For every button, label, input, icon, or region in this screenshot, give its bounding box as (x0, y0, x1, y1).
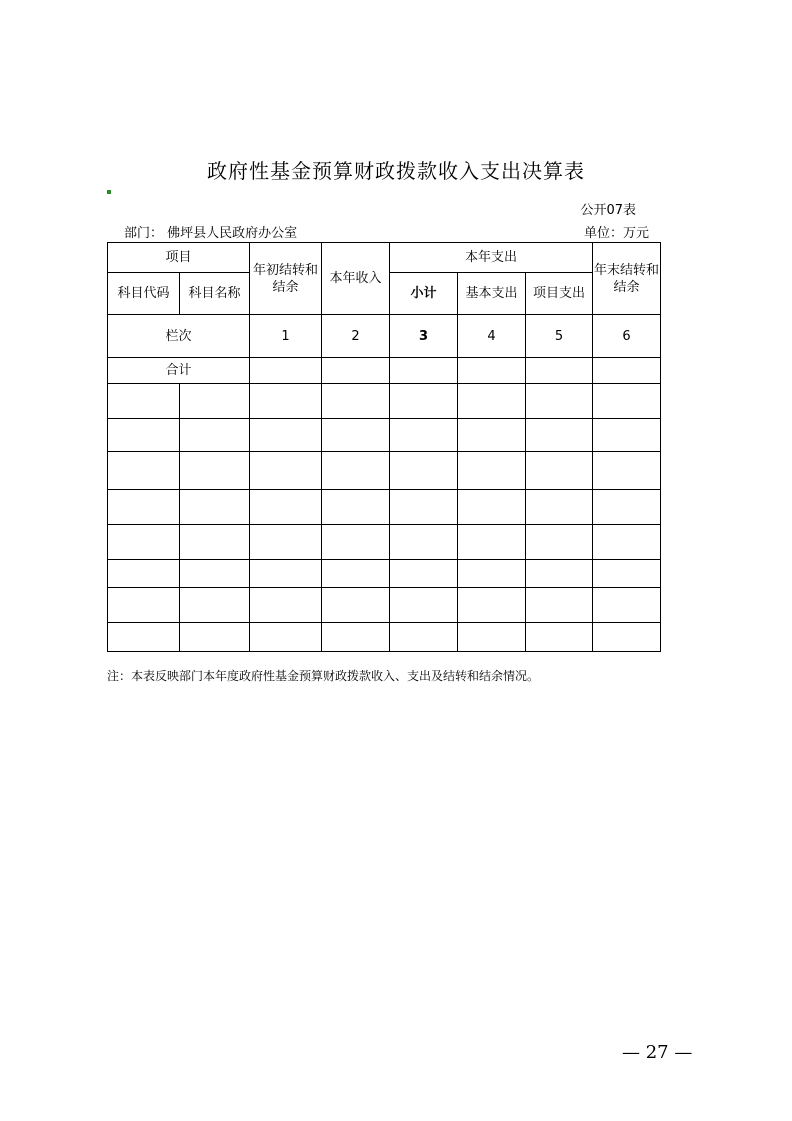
table-cell (458, 358, 526, 384)
table-cell (526, 358, 593, 384)
table-row (108, 419, 661, 452)
column-number: 3 (390, 315, 458, 358)
table-row (108, 384, 661, 419)
table-cell (593, 358, 661, 384)
page-number: — 27 — (622, 1042, 693, 1063)
header-subject-name: 科目名称 (180, 273, 250, 315)
column-number: 1 (250, 315, 322, 358)
table-row (108, 525, 661, 560)
header-subject-code: 科目代码 (108, 273, 180, 315)
total-row (108, 358, 661, 384)
margin-mark (107, 190, 111, 194)
table-cell (390, 358, 458, 384)
table-row (108, 623, 661, 652)
row-label-total: 合计 (108, 358, 250, 384)
header-basic-expense: 基本支出 (458, 273, 526, 315)
budget-table (107, 242, 661, 652)
header-subtotal: 小计 (390, 273, 458, 315)
column-number: 5 (526, 315, 593, 358)
header-project-expense: 项目支出 (526, 273, 593, 315)
column-number: 4 (458, 315, 526, 358)
column-number-row (108, 315, 661, 358)
header-item: 项目 (108, 243, 250, 273)
header-end-balance: 年末结转和结余 (593, 243, 661, 315)
table-cell (322, 358, 390, 384)
table-note: 注：本表反映部门本年度政府性基金预算财政拨款收入、支出及结转和结余情况。 (107, 669, 540, 683)
table-cell (250, 358, 322, 384)
header-begin-balance: 年初结转和结余 (250, 243, 322, 315)
header-expense: 本年支出 (390, 243, 593, 273)
header-income: 本年收入 (322, 243, 390, 315)
unit-label: 单位：万元 (584, 226, 650, 241)
column-number: 2 (322, 315, 390, 358)
row-label-column-no: 栏次 (108, 315, 250, 358)
table-row (108, 490, 661, 525)
page-title: 政府性基金预算财政拨款收入支出决算表 (207, 159, 585, 183)
column-number: 6 (593, 315, 661, 358)
table-row (108, 452, 661, 490)
table-row (108, 588, 661, 623)
department-label: 部门： 佛坪县人民政府办公室 (124, 226, 298, 241)
form-number: 公开07表 (580, 203, 636, 218)
table-row (108, 560, 661, 588)
